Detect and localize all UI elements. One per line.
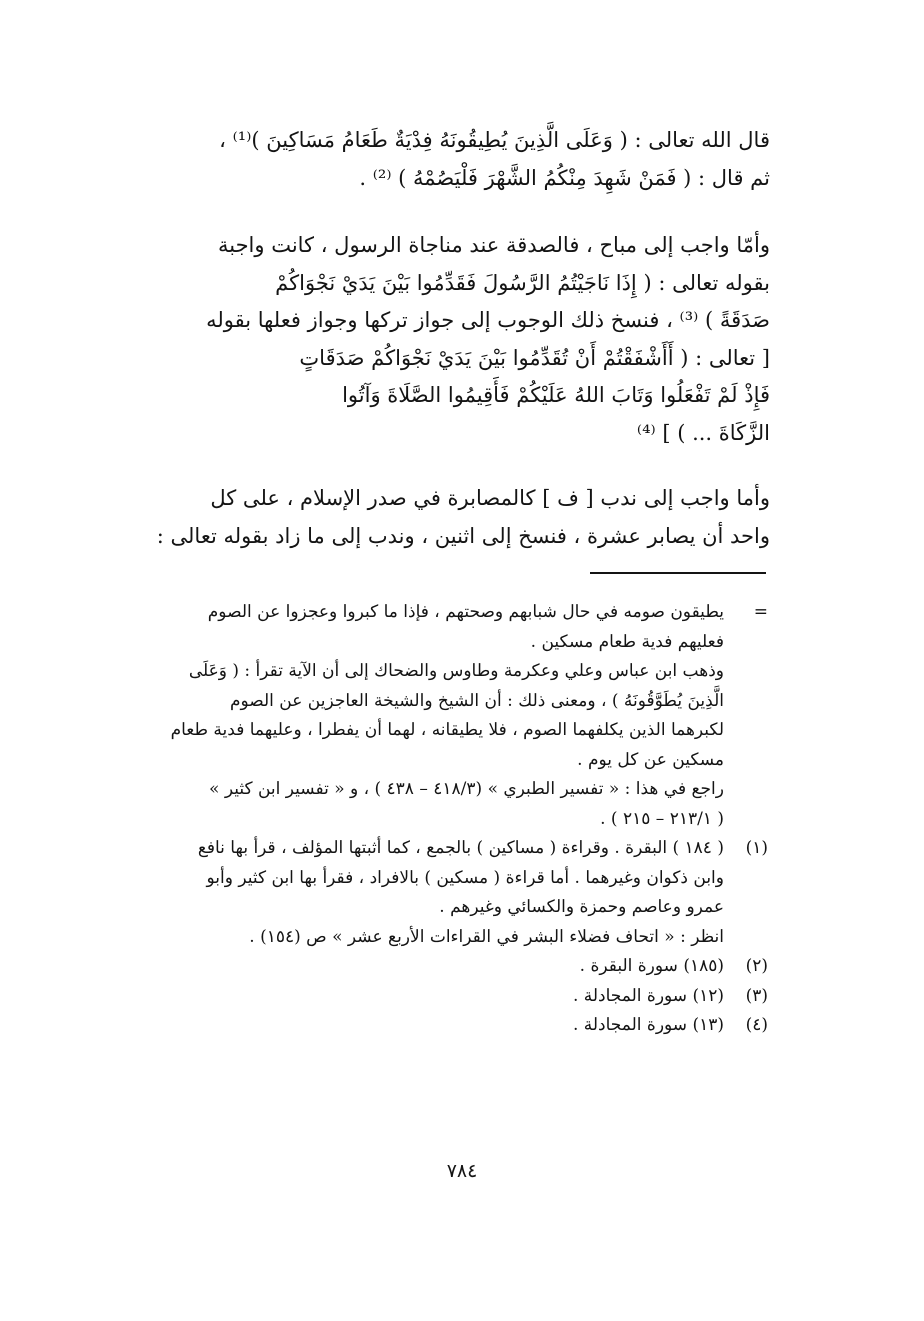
footnote-3 <box>128 982 768 1012</box>
footnote-line: انظر : « اتحاف فضلاء البشر في القراءات الأربع عشر » ص (١٥٤) . <box>249 926 724 947</box>
text-line: صَدَقَةً ) ⁽³⁾ ، فنسخ ذلك الوجوب إلى جواز تركها وجواز فعلها بقوله <box>206 308 770 332</box>
text-line: فَإِذْ لَمْ تَفْعَلُوا وَتَابَ اللهُ عَلَيْكُمْ فَأَقِيمُوا الصَّلَاةَ وَآتُوا <box>342 383 770 407</box>
footnote-line: عمرو وعاصم وحمزة والكسائي وغيرهم . <box>439 897 724 917</box>
footnote-marker: = <box>753 602 768 622</box>
footnote-continued <box>128 598 768 834</box>
footnote-line: وذهب ابن عباس وعلي وعكرمة وطاوس والضحاك إلى أن الآية تقرأ : ( وَعَلَى <box>188 661 724 681</box>
footnote-line: ( ١٨٤ ) البقرة . وقراءة ( مساكين ) بالجمع ، كما أثبتها المؤلف ، قرأ بها نافع <box>197 838 724 858</box>
text-line: وأما واجب إلى ندب [ ف ] كالمصابرة في صدر الإسلام ، على كل <box>210 486 770 510</box>
footnote-line: (١٣) سورة المجادلة . <box>572 1015 724 1035</box>
text-line: ثم قال : ( فَمَنْ شَهِدَ مِنْكُمُ الشَّهْرَ فَلْيَصُمْهُ ) ⁽²⁾ . <box>359 165 770 190</box>
footnote-separator <box>590 572 766 574</box>
page-number: ٧٨٤ <box>446 1160 478 1182</box>
footnotes <box>128 598 768 1041</box>
footnote-line: الَّذِينَ يُطَوَّقُونَهُ ) ، ومعنى ذلك : أن الشيخ والشيخة العاجزين عن الصوم <box>229 690 724 711</box>
footnote-body <box>128 1011 724 1041</box>
paragraph-verse-fasting <box>128 122 770 197</box>
footnote-line: (١٨٥) سورة البقرة . <box>579 956 724 976</box>
paragraph-charity-abrogation <box>128 227 770 452</box>
footnote-line: يطيقون صومه في حال شبابهم وصحتهم ، فإذا ما كبروا وعجزوا عن الصوم <box>207 602 724 622</box>
footnote-4 <box>128 1011 768 1041</box>
footnote-marker: (٤) <box>745 1015 768 1035</box>
footnote-line: وابن ذكوان وغيرهما . أما قراءة ( مسكين ) بالافراد ، فقرأ بها ابن كثير وأبو <box>206 867 724 888</box>
footnote-marker: (٣) <box>745 985 768 1006</box>
footnote-line: لكبرهما الذين يكلفهما الصوم ، فلا يطيقانه ، لهما أن يفطرا ، وعليهما فدية طعام <box>170 720 724 740</box>
paragraph-endurance-abrogation <box>128 480 770 555</box>
footnote-body <box>128 834 724 952</box>
text-line: وأمّا واجب إلى مباح ، فالصدقة عند مناجاة الرسول ، كانت واجبة <box>217 233 770 257</box>
footnote-line: راجع في هذا : « تفسير الطبري » (٤١٨/٣ – ٤٣٨ ) ، و « تفسير ابن كثير » <box>209 779 724 799</box>
footnote-body <box>128 982 724 1012</box>
text-line: بقوله تعالى : ( إِذَا نَاجَيْتُمُ الرَّسُولَ فَقَدِّمُوا بَيْنَ يَدَيْ نَجْوَاكُمْ <box>275 270 770 295</box>
footnote-marker: (١) <box>745 838 768 858</box>
text-line: قال الله تعالى : ( وَعَلَى الَّذِينَ يُطِيقُونَهُ فِدْيَةٌ طَعَامُ مَسَاكِينَ )⁽¹⁾ ، <box>219 128 770 152</box>
footnote-line: (١٢) سورة المجادلة . <box>572 985 724 1006</box>
footnote-marker: (٢) <box>745 956 768 976</box>
footnote-body <box>128 598 724 834</box>
footnote-body <box>128 952 724 982</box>
text-line: واحد أن يصابر عشرة ، فنسخ إلى اثنين ، وندب إلى ما زاد بقوله تعالى : <box>156 523 770 548</box>
text-line: [ تعالى : ( أَأَشْفَقْتُمْ أَنْ تُقَدِّمُوا بَيْنَ يَدَيْ نَجْوَاكُمْ صَدَقَاتٍ <box>299 345 770 370</box>
footnote-1 <box>128 834 768 952</box>
footnote-line: مسكين عن كل يوم . <box>577 749 724 770</box>
footnote-line: فعليهم فدية طعام مسكين . <box>530 631 724 652</box>
footnote-2 <box>128 952 768 982</box>
footnote-line: ( ٢١٣/١ – ٢١٥ ) . <box>600 808 724 829</box>
text-line: الزَّكَاةَ ... ) ] ⁽⁴⁾ <box>636 420 770 445</box>
